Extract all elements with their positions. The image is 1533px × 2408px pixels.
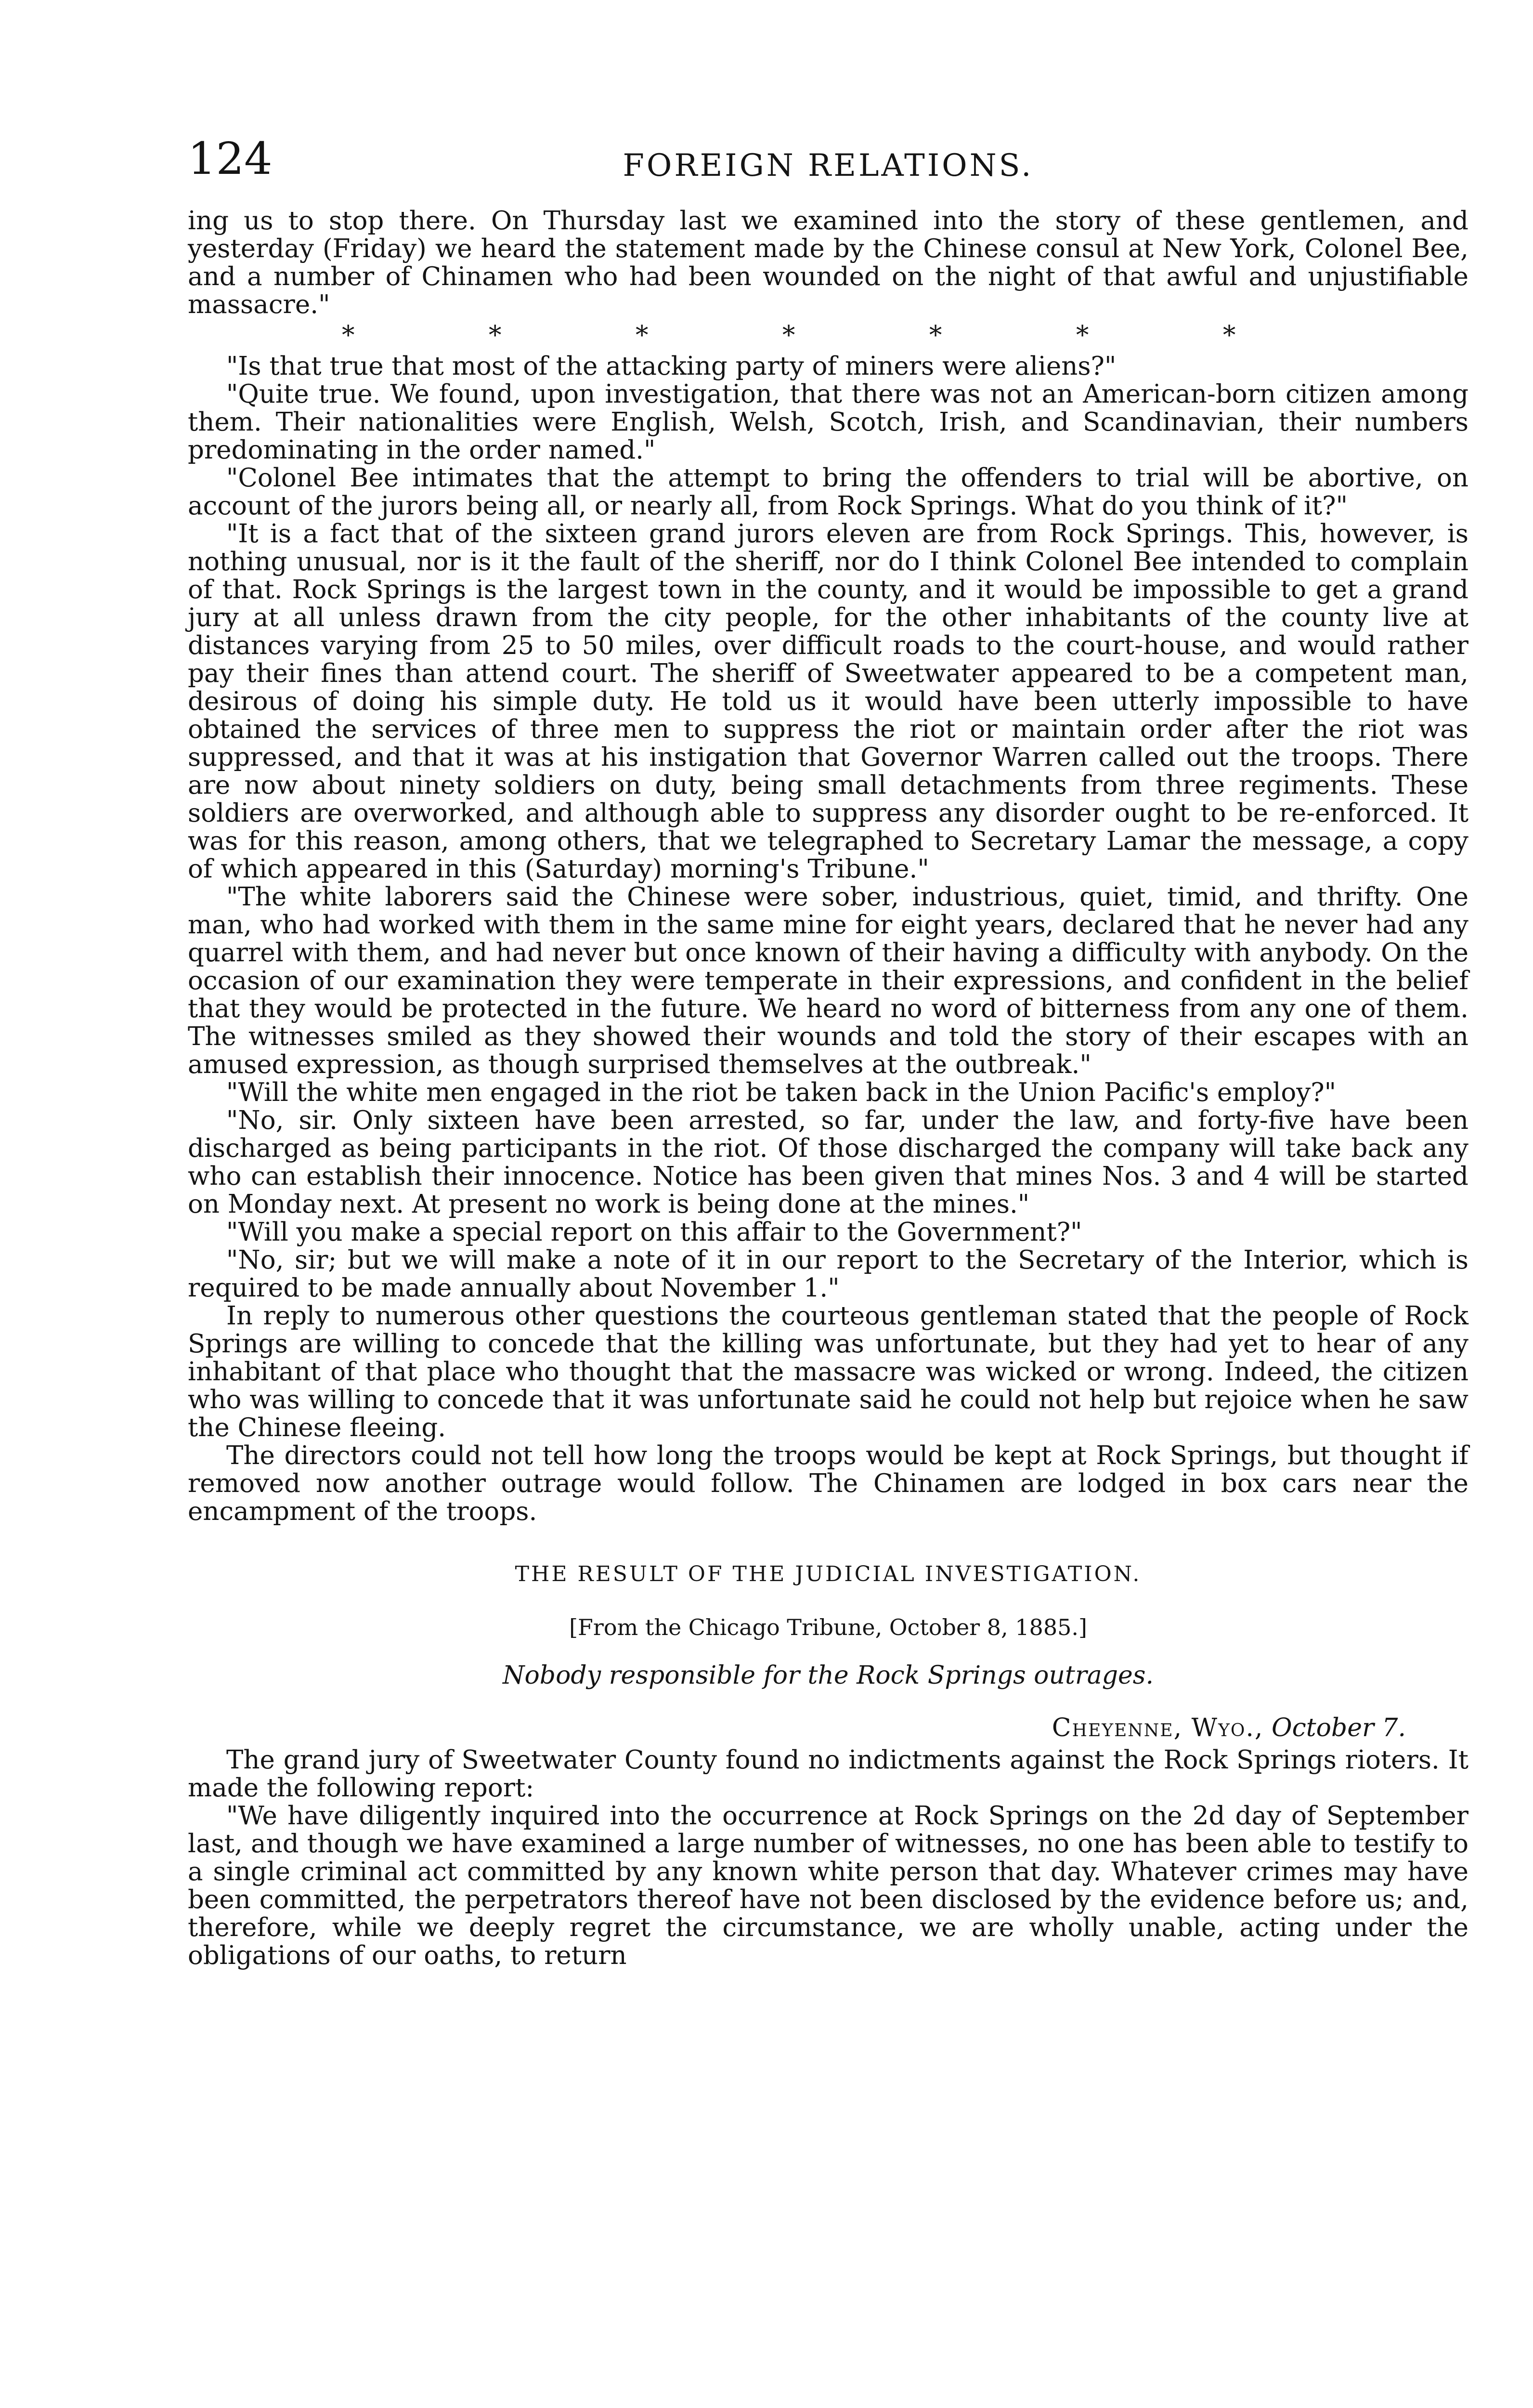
paragraph: The directors could not tell how long the troops would be kept at Rock Springs, but thought if removed now another outrage would follow. The Chinamen are lodged in box cars near the encampment of the troops. xyxy=(188,1441,1468,1526)
page-number: 124 xyxy=(188,133,273,184)
paragraph: "No, sir; but we will make a note of it in our report to the Secretary of the Interior, which is required to be made annually about November 1." xyxy=(188,1245,1468,1303)
paragraph: "Will you make a special report on this affair to the Government?" xyxy=(226,1217,1082,1247)
ellipsis-stars: * * * * * * * xyxy=(342,321,1241,350)
running-title: FOREIGN RELATIONS. xyxy=(623,148,1034,183)
paragraph: ing us to stop there. On Thursday last we examined into the story of these gentlemen, and yesterday (Friday) we heard the statement made by the Chinese consul at New York, Colonel Bee, and a number of Chinamen who had been wounded on the night of that awful and unjustifiable massacre." xyxy=(188,206,1468,319)
paragraph: "It is a fact that of the sixteen grand jurors eleven are from Rock Springs. This, however, is nothing unusual, nor is it the fault of the sheriff, nor do I think Colonel Bee intended to complain of that. Rock Springs is the largest town in the county, and it would be impossible to get a grand jury at all unless drawn from the city people, for the other inhabitants of the county live at distances varying from 25 to 50 miles, over difficult roads to the court-house, and would rather pay their fines than attend court. The sheriff of Sweetwater appeared to be a competent man, desirous of doing his simple duty. He told us it would have been utterly impossible to have obtained the services of three men to suppress the riot or maintain order after the riot was suppressed, and that it was at his instigation that Governor Warren called out the troops. There are now about ninety soldiers on duty, being small detachments from three regiments. These soldiers are overworked, and although able to suppress any disorder ought to be re-enforced. It was for this reason, among others, that we telegraphed to Secretary Lamar the message, a copy of which appeared in this (Saturday) morning's Tribune." xyxy=(188,519,1468,884)
document-page xyxy=(188,130,1468,1970)
report-body xyxy=(188,1746,1468,1970)
paragraph: The grand jury of Sweetwater County found no indictments against the Rock Springs rioters. It made the following report: xyxy=(188,1745,1468,1803)
paragraph: "Quite true. We found, upon investigation, that there was not an American-born citizen among them. Their nationalities were English, Welsh, Scotch, Irish, and Scandinavian, their numbers predominating in the order named." xyxy=(188,380,1468,465)
dateline-date: October 7. xyxy=(1271,1714,1406,1742)
dateline xyxy=(188,1713,1468,1743)
paragraph: "No, sir. Only sixteen have been arrested, so far, under the law, and forty-five have been discharged as being participants in the riot. Of those discharged the company will take back any who can establish their innocence. Notice has been given that mines Nos. 3 and 4 will be started on Monday next. At present no work is being done at the mines." xyxy=(188,1106,1468,1219)
subheading: Nobody responsible for the Rock Springs outrages. xyxy=(503,1661,1154,1690)
article-body xyxy=(188,207,1468,1526)
section-heading: THE RESULT OF THE JUDICIAL INVESTIGATION. xyxy=(515,1562,1142,1586)
running-head xyxy=(188,130,1468,207)
paragraph: "The white laborers said the Chinese were sober, industrious, quiet, timid, and thrifty. One man, who had worked with them in the same mine for eight years, declared that he never had any quarrel with them, and had never but once known of their having a difficulty with anybody. On the occasion of our examination they were temperate in their expressions, and confident in the belief that they would be protected in the future. We heard no word of bitterness from any one of them. The witnesses smiled as they showed their wounds and told the story of their escapes with an amused expression, as though surprised themselves at the outbreak." xyxy=(188,882,1468,1079)
dateline-place: Cheyenne, Wyo., xyxy=(1052,1714,1264,1742)
source-citation: [From the Chicago Tribune, October 8, 1885.] xyxy=(569,1614,1087,1640)
paragraph: "We have diligently inquired into the occurrence at Rock Springs on the 2d day of September last, and though we have examined a large number of witnesses, no one has been able to testify to a single criminal act committed by any known white person that day. Whatever crimes may have been committed, the perpetrators thereof have not been disclosed by the evidence before us; and, therefore, while we deeply regret the circumstance, we are wholly unable, acting under the obligations of our oaths, to return xyxy=(188,1801,1468,1970)
paragraph: In reply to numerous other questions the courteous gentleman stated that the people of Rock Springs are willing to concede that the killing was unfortunate, but they had yet to hear of any inhabitant of that place who thought that the massacre was wicked or wrong. Indeed, the citizen who was willing to concede that it was unfortunate said he could not help but rejoice when he saw the Chinese fleeing. xyxy=(188,1301,1468,1442)
paragraph: "Will the white men engaged in the riot be taken back in the Union Pacific's employ?" xyxy=(226,1078,1337,1107)
paragraph: "Colonel Bee intimates that the attempt to bring the offenders to trial will be abortive, on account of the jurors being all, or nearly all, from Rock Springs. What do you think of it?" xyxy=(188,463,1468,521)
paragraph: "Is that true that most of the attacking party of miners were aliens?" xyxy=(226,352,1117,381)
